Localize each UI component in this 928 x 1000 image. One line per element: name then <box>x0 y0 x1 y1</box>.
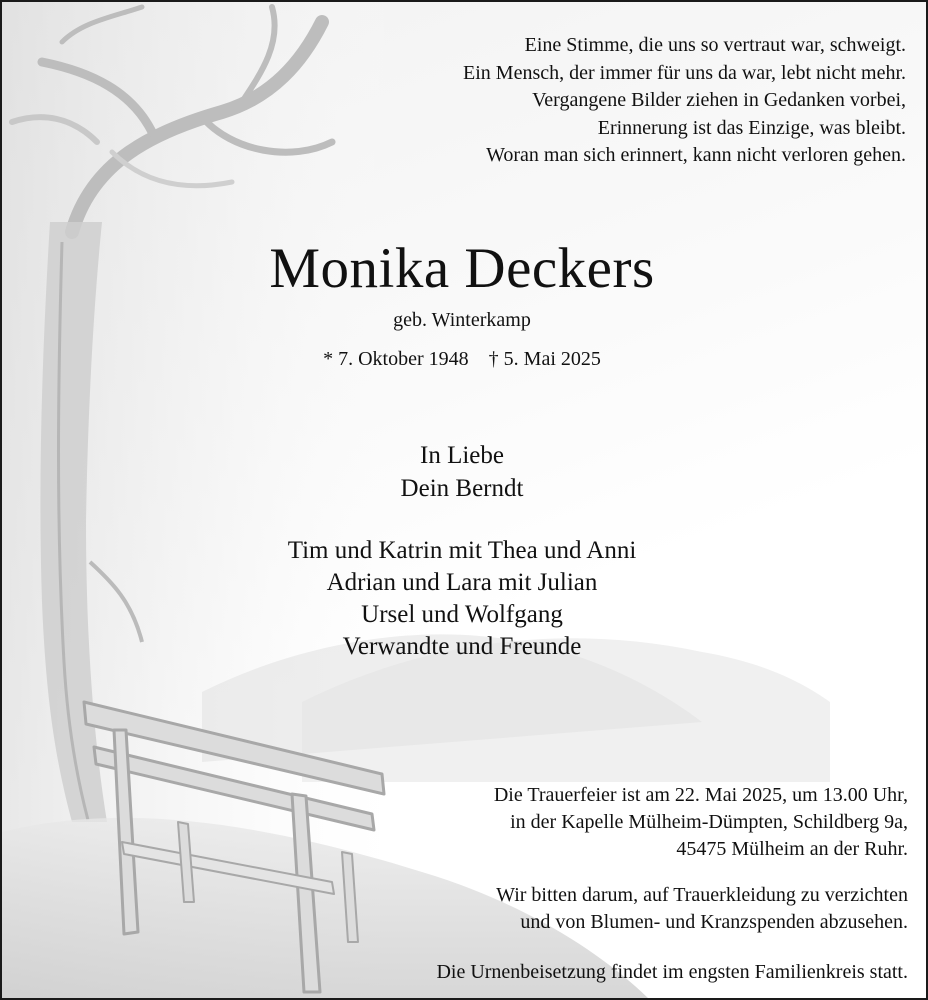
flower-request <box>308 882 908 936</box>
burial-note: Die Urnenbeisetzung findet im engsten Familienkreis statt. <box>436 961 908 983</box>
maiden-name: geb. Winterkamp <box>393 309 531 331</box>
family-line: Tim und Katrin mit Thea und Anni <box>287 537 637 564</box>
love-line: In Liebe <box>420 442 504 469</box>
life-dates <box>2 345 922 373</box>
family-line: Verwandte und Freunde <box>342 633 582 660</box>
funeral-line: in der Kapelle Mülheim-Dümpten, Schildberg 9a, <box>510 811 908 833</box>
death-date: † 5. Mai 2025 <box>488 348 601 370</box>
poem-line: Woran man sich erinnert, kann nicht verloren gehen. <box>486 144 906 166</box>
birth-date: * 7. Oktober 1948 <box>323 348 469 370</box>
funeral-details <box>308 782 908 863</box>
family-line: Adrian und Lara mit Julian <box>326 569 598 596</box>
funeral-line: 45475 Mülheim an der Ruhr. <box>676 838 908 860</box>
poem-line: Vergangene Bilder ziehen in Gedanken vorbei, <box>532 89 906 111</box>
love-signature <box>2 439 922 505</box>
family-mourners <box>2 535 922 663</box>
request-line: und von Blumen- und Kranzspenden abzusehen. <box>520 911 908 933</box>
poem-line: Ein Mensch, der immer für uns da war, lebt nicht mehr. <box>463 61 906 84</box>
request-line: Wir bitten darum, auf Trauerkleidung zu verzichten <box>496 884 908 906</box>
poem-line: Eine Stimme, die uns so vertraut war, schweigt. <box>524 34 906 56</box>
love-line: Dein Berndt <box>400 475 524 502</box>
family-line: Ursel und Wolfgang <box>361 601 563 628</box>
poem <box>266 32 906 170</box>
poem-line: Erinnerung ist das Einzige, was bleibt. <box>597 116 906 139</box>
deceased-name: Monika Deckers <box>269 237 655 300</box>
funeral-line: Die Trauerfeier ist am 22. Mai 2025, um 13.00 Uhr, <box>493 784 908 806</box>
